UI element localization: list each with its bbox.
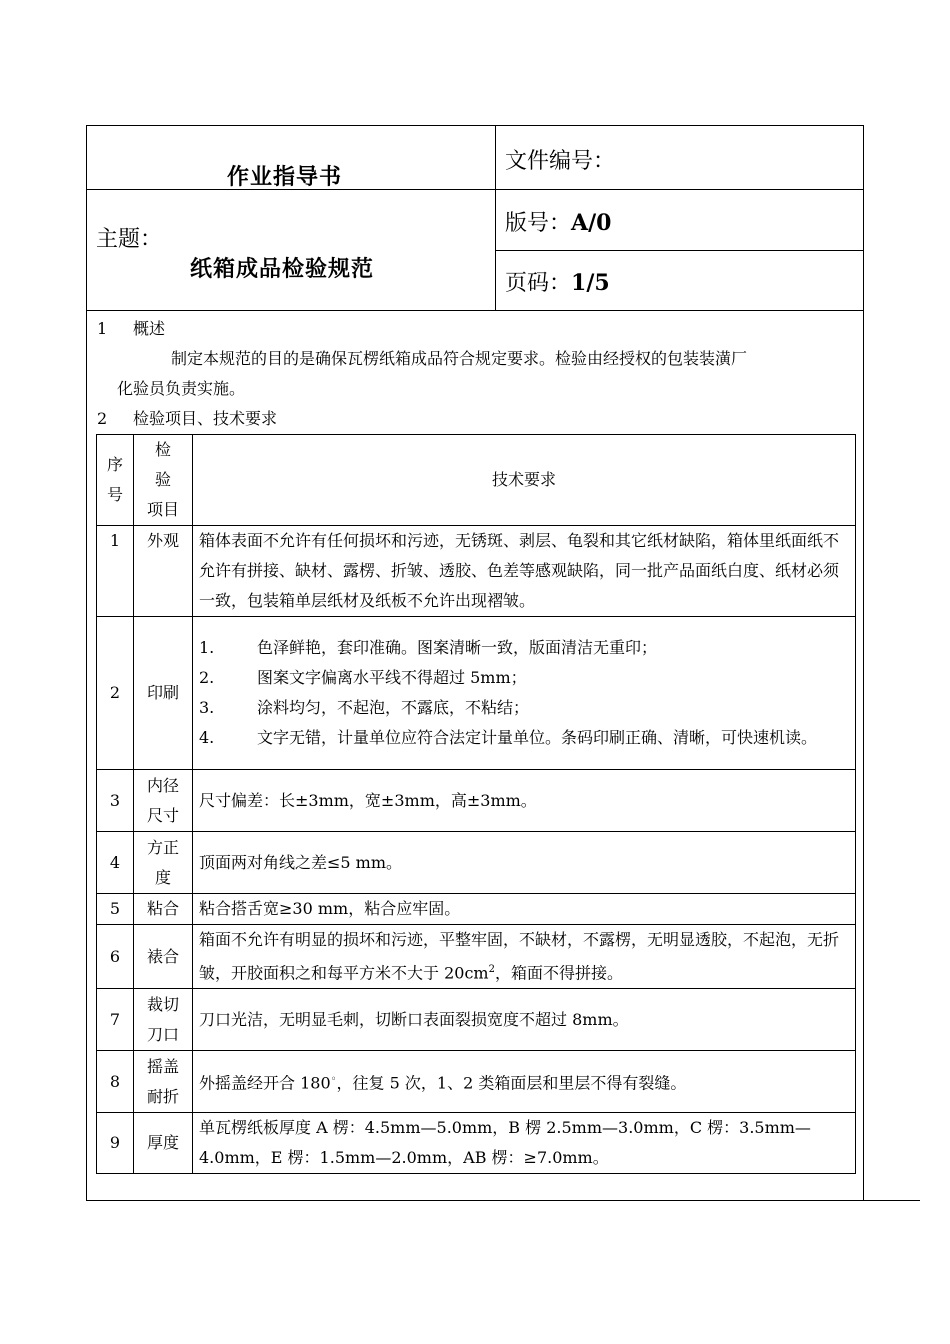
row-no: 9: [97, 1113, 134, 1174]
row-item: 方正 度: [134, 832, 193, 894]
subject-name: 纸箱成品检验规范: [190, 256, 375, 282]
version-label: 版号：: [505, 211, 572, 236]
section-1-heading: [97, 314, 165, 344]
section-2-title: 检验项目、技术要求: [133, 409, 278, 428]
table-row: [97, 894, 856, 925]
list-item: 2. 图案文字偏离水平线不得超过 5mm；: [199, 668, 527, 687]
section-1-title: 概述: [133, 319, 166, 338]
row-no: 6: [97, 925, 134, 989]
row-item: 裁切 刀口: [134, 989, 193, 1051]
row-no: 7: [97, 989, 134, 1051]
row-requirement-list: [193, 617, 856, 770]
row-no: 1: [97, 526, 134, 617]
header-requirement: 技术要求: [193, 435, 856, 526]
section-1-paragraph-line1: 制定本规范的目的是确保瓦楞纸箱成品符合规定要求。检验由经授权的包装装潢厂: [171, 349, 748, 368]
inspection-table: [96, 434, 856, 1174]
section-2-num: 2: [97, 409, 108, 428]
row-item: 厚度: [134, 1113, 193, 1174]
table-row: [97, 989, 856, 1051]
list-item: 1. 色泽鲜艳，套印准确。图案清晰一致，版面清洁无重印；: [199, 638, 658, 657]
header-divider-1: [87, 189, 863, 190]
row-requirement: 刀口光洁，无明显毛刺，切断口表面裂损宽度不超过 8mm。: [193, 989, 856, 1051]
list-item: 4. 文字无错，计量单位应符合法定计量单位。条码印刷正确、清晰，可快速机读。: [199, 728, 818, 747]
row-requirement: 粘合搭舌宽≥30 mm，粘合应牢固。: [193, 894, 856, 925]
version-value: A/0: [571, 210, 612, 236]
page-label: 页码：: [505, 271, 572, 296]
header-item: 检 验 项目: [134, 435, 193, 526]
header-block: [87, 126, 863, 311]
page-number: [505, 266, 610, 297]
document-frame: [86, 125, 864, 1201]
row-requirement: 箱体表面不允许有任何损坏和污迹，无锈斑、剥层、龟裂和其它纸材缺陷，箱体里纸面纸不允许有拼接、缺材、露楞、折皱、透胶、色差等感观缺陷，同一批产品面纸白度、纸材必须一致，包装箱单层纸材及纸板不允许出现褶皱。: [193, 526, 856, 617]
doc-title: 作业指导书: [227, 164, 343, 190]
table-row: [97, 832, 856, 894]
file-number-label: 文件编号：: [505, 149, 616, 174]
header-divider-2: [495, 250, 863, 251]
row-requirement: 顶面两对角线之差≤5 mm。: [193, 832, 856, 894]
section-1-paragraph-line2: 化验员负责实施。: [117, 379, 246, 398]
page-value: 1/5: [571, 270, 610, 296]
table-row: [97, 1113, 856, 1174]
row-requirement: 单瓦楞纸板厚度 A 楞：4.5mm—5.0mm，B 楞 2.5mm—3.0mm，C 楞：3.5mm—4.0mm，E 楞：1.5mm—2.0mm，AB 楞：≥7.0mm。: [193, 1113, 856, 1174]
row-no: 2: [97, 617, 134, 770]
table-row: [97, 526, 856, 617]
header-no: 序 号: [97, 435, 134, 526]
table-row: [97, 925, 856, 989]
header-divider-3: [87, 310, 863, 311]
row-no: 8: [97, 1051, 134, 1113]
subject-label: 主题：: [96, 227, 163, 252]
row-no: 3: [97, 770, 134, 832]
row-requirement: 尺寸偏差：长±3mm，宽±3mm，高±3mm。: [193, 770, 856, 832]
section-2-heading: [97, 404, 277, 434]
header-divider-vertical: [495, 126, 496, 311]
footer-line: [864, 1200, 920, 1201]
section-1-num: 1: [97, 319, 108, 338]
list-item: 3. 涂料均匀，不起泡，不露底，不粘结；: [199, 698, 530, 717]
row-no: 5: [97, 894, 134, 925]
row-item: 粘合: [134, 894, 193, 925]
table-row: [97, 770, 856, 832]
table-row: [97, 1051, 856, 1113]
row-item: 印刷: [134, 617, 193, 770]
row-requirement: 箱面不允许有明显的损坏和污迹，平整牢固，不缺材，不露楞，无明显透胶，不起泡，无折皱，开胶面积之和每平方米不大于 $20cm^2$，箱面不得拼接。: [193, 925, 856, 989]
row-no: 4: [97, 832, 134, 894]
table-row: [97, 617, 856, 770]
table-header-row: [97, 435, 856, 526]
row-requirement: 外摇盖经开合 180◦，往复 5 次，1、2 类箱面层和里层不得有裂缝。: [193, 1051, 856, 1113]
version: [505, 206, 611, 237]
row-item: 裱合: [134, 925, 193, 989]
row-item: 外观: [134, 526, 193, 617]
row-item: 摇盖 耐折: [134, 1051, 193, 1113]
row-item: 内径 尺寸: [134, 770, 193, 832]
